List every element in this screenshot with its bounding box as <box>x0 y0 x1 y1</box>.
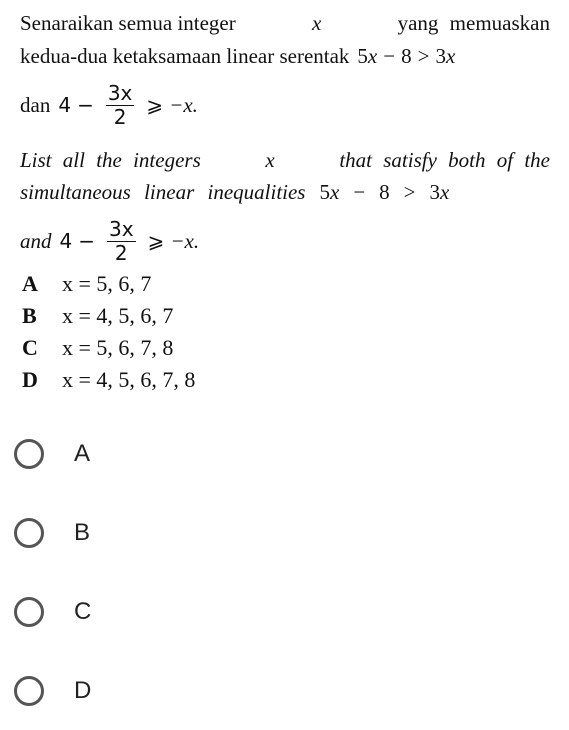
option-letter: B <box>22 303 37 328</box>
question-bm-text-2: kedua-dua ketaksamaan linear serentak <box>20 43 350 68</box>
option-answer: x = 4, 5, 6, 7, 8 <box>62 367 196 392</box>
question-en-text-1b: that satisfy both of the <box>339 147 550 172</box>
choice-d[interactable] <box>14 651 554 730</box>
radio-button-d[interactable] <box>14 676 44 706</box>
inequality-2-bm <box>58 80 198 129</box>
fraction-denominator: 2 <box>113 104 127 129</box>
option-row-d <box>22 364 195 396</box>
question-bm-line3 <box>20 72 550 138</box>
ineq1-minus: − <box>383 43 396 68</box>
answer-choices <box>14 414 554 730</box>
fraction-en-denominator: 2 <box>114 240 128 265</box>
question-en-var-x: x <box>265 147 275 172</box>
ineq1-en-gt: > <box>403 179 416 204</box>
question-bm-text-1b: yang memuaskan <box>397 10 550 35</box>
ineq1-rhs-var: x <box>445 43 456 68</box>
question-bm-var-x: x <box>312 10 322 35</box>
question-en-text-1a: List all the integers <box>20 147 201 172</box>
choice-label-b: B <box>74 518 91 546</box>
option-row-a <box>22 268 195 300</box>
question-en-and: and <box>20 228 52 253</box>
option-answer: x = 5, 6, 7, 8 <box>62 335 174 360</box>
ineq2-en-lhs: 4 <box>59 229 73 253</box>
choice-c[interactable] <box>14 572 554 651</box>
question-bm-line2 <box>20 40 550 72</box>
option-answer: x = 4, 5, 6, 7 <box>62 303 174 328</box>
question-bm-text-1a: Senaraikan semua integer <box>20 10 236 35</box>
ineq1-const: 8 <box>401 43 412 68</box>
inequality-1-en <box>319 180 449 205</box>
question-en-line1 <box>20 144 550 176</box>
ineq1-en-minus: − <box>353 179 366 204</box>
inequality-1-bm <box>357 44 455 69</box>
ineq1-var: x <box>367 43 378 68</box>
choice-label-a: A <box>74 439 91 467</box>
choice-b[interactable] <box>14 493 554 572</box>
ineq1-rhs: 3 <box>435 43 446 68</box>
question-en-line2 <box>20 176 550 208</box>
ineq1-en-var: x <box>329 179 340 204</box>
ineq1-en-rhs: 3 <box>429 179 440 204</box>
option-letter: C <box>22 335 38 360</box>
radio-button-b[interactable] <box>14 518 44 548</box>
ineq2-lhs: 4 <box>58 93 72 117</box>
ineq1-en-rhs-var: x <box>440 179 450 204</box>
fraction-en-numerator: 3x <box>109 216 134 241</box>
fraction-numerator: 3x <box>107 80 133 105</box>
ineq2-en-geq: ⩾ <box>147 229 165 253</box>
fraction-en-3x-over-2 <box>107 216 136 265</box>
ineq2-minus: − <box>77 93 94 117</box>
option-row-b <box>22 300 195 332</box>
fraction-3x-over-2 <box>106 80 135 129</box>
option-letter: D <box>22 367 38 392</box>
question-en-line3 <box>20 208 550 274</box>
choice-a[interactable] <box>14 414 554 493</box>
choice-label-c: C <box>74 597 92 625</box>
ineq2-rhs: −x. <box>169 92 198 117</box>
answer-options-list <box>22 268 195 396</box>
question-text <box>20 6 550 274</box>
question-bm-line1 <box>20 6 550 40</box>
question-bm-dan: dan <box>20 92 51 117</box>
ineq2-geq: ⩾ <box>146 93 164 117</box>
question-en-text-2: simultaneous linear inequalities <box>20 179 306 204</box>
ineq1-en-coef: 5 <box>319 179 330 204</box>
choice-label-d: D <box>74 676 92 704</box>
ineq2-en-rhs: −x. <box>170 228 200 253</box>
option-letter: A <box>22 271 38 296</box>
radio-button-a[interactable] <box>14 439 44 469</box>
option-answer: x = 5, 6, 7 <box>62 271 152 296</box>
option-row-c <box>22 332 195 364</box>
ineq2-en-minus: − <box>78 229 95 253</box>
ineq1-gt: > <box>417 43 430 68</box>
ineq1-coef: 5 <box>357 43 368 68</box>
inequality-2-en <box>59 216 200 265</box>
radio-button-c[interactable] <box>14 597 44 627</box>
ineq1-en-const: 8 <box>379 179 390 204</box>
